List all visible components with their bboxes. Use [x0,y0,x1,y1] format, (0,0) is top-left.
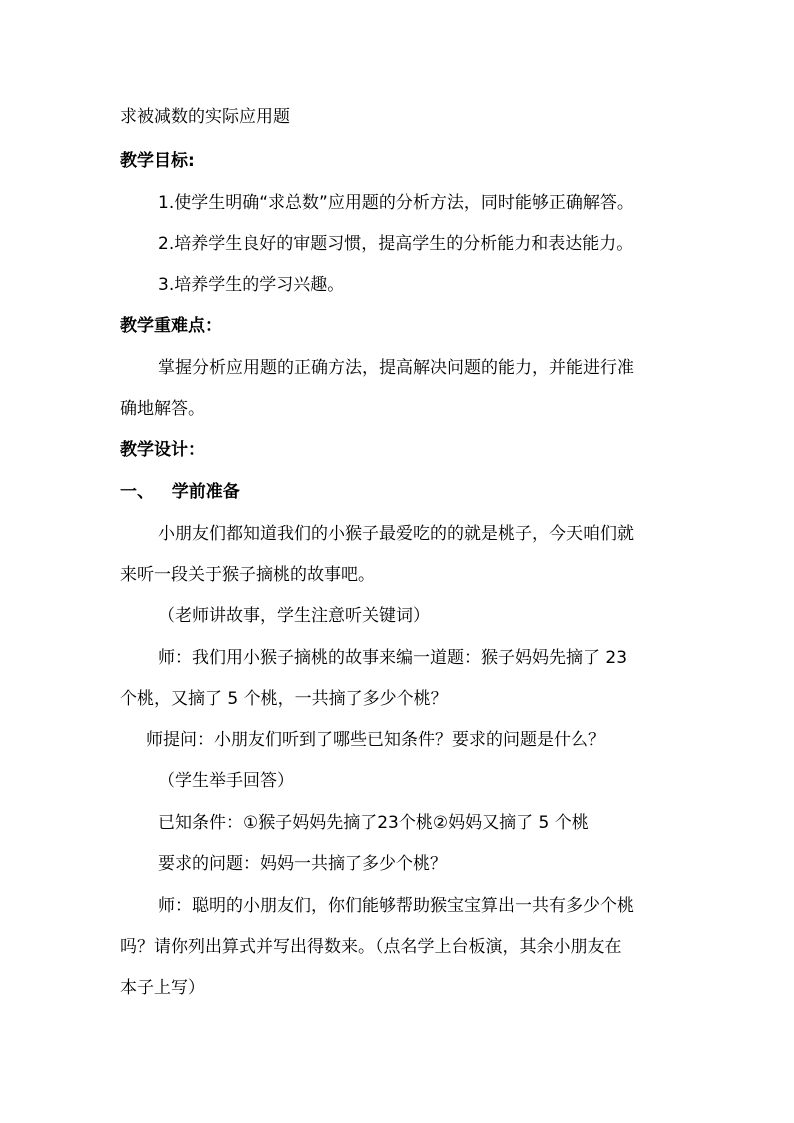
objective-item: 3.培养学生的学习兴趣。 [158,275,345,295]
document-title: 求被减数的实际应用题 [120,107,290,127]
teacher-prompt: 师：聪明的小朋友们，你们能够帮助猴宝宝算出一共有多少个桃 [158,896,634,916]
teacher-question: 师提问：小朋友们听到了哪些已知条件？要求的问题是什么？ [146,730,605,750]
objective-item: 1.使学生明确“求总数”应用题的分析方法，同时能够正确解答。 [158,193,634,213]
known-conditions: 已知条件：①猴子妈妈先摘了23个桃②妈妈又摘了 5 个桃 [158,813,589,833]
design-heading: 教学设计： [120,440,205,460]
story-note: （老师讲故事，学生注意听关键词） [158,606,430,626]
key-points-text: 确地解答。 [120,399,205,419]
teacher-prompt: 本子上写） [120,978,205,998]
required-question: 要求的问题：妈妈一共摘了多少个桃？ [158,854,447,874]
teacher-prompt: 吗？请你列出算式并写出得数来。（点名学上台板演，其余小朋友在 [120,937,622,957]
teacher-text: 个桃，又摘了 5 个桃，一共摘了多少个桃？ [120,689,448,709]
objectives-heading: 教学目标: [120,151,195,171]
key-points-heading: 教学重难点： [120,316,222,336]
teacher-text: 师：我们用小猴子摘桃的故事来编一道题：猴子妈妈先摘了 23 [158,648,628,668]
story-text: 来听一段关于猴子摘桃的故事吧。 [120,565,375,585]
key-points-text: 掌握分析应用题的正确方法，提高解决问题的能力，并能进行准 [158,358,634,378]
section-heading: 一、 学前准备 [120,482,240,502]
story-text: 小朋友们都知道我们的小猴子最爱吃的的就是桃子，今天咱们就 [158,524,634,544]
objective-item: 2.培养学生良好的审题习惯，提高学生的分析能力和表达能力。 [158,234,634,254]
student-answer: （学生举手回答） [158,771,294,791]
